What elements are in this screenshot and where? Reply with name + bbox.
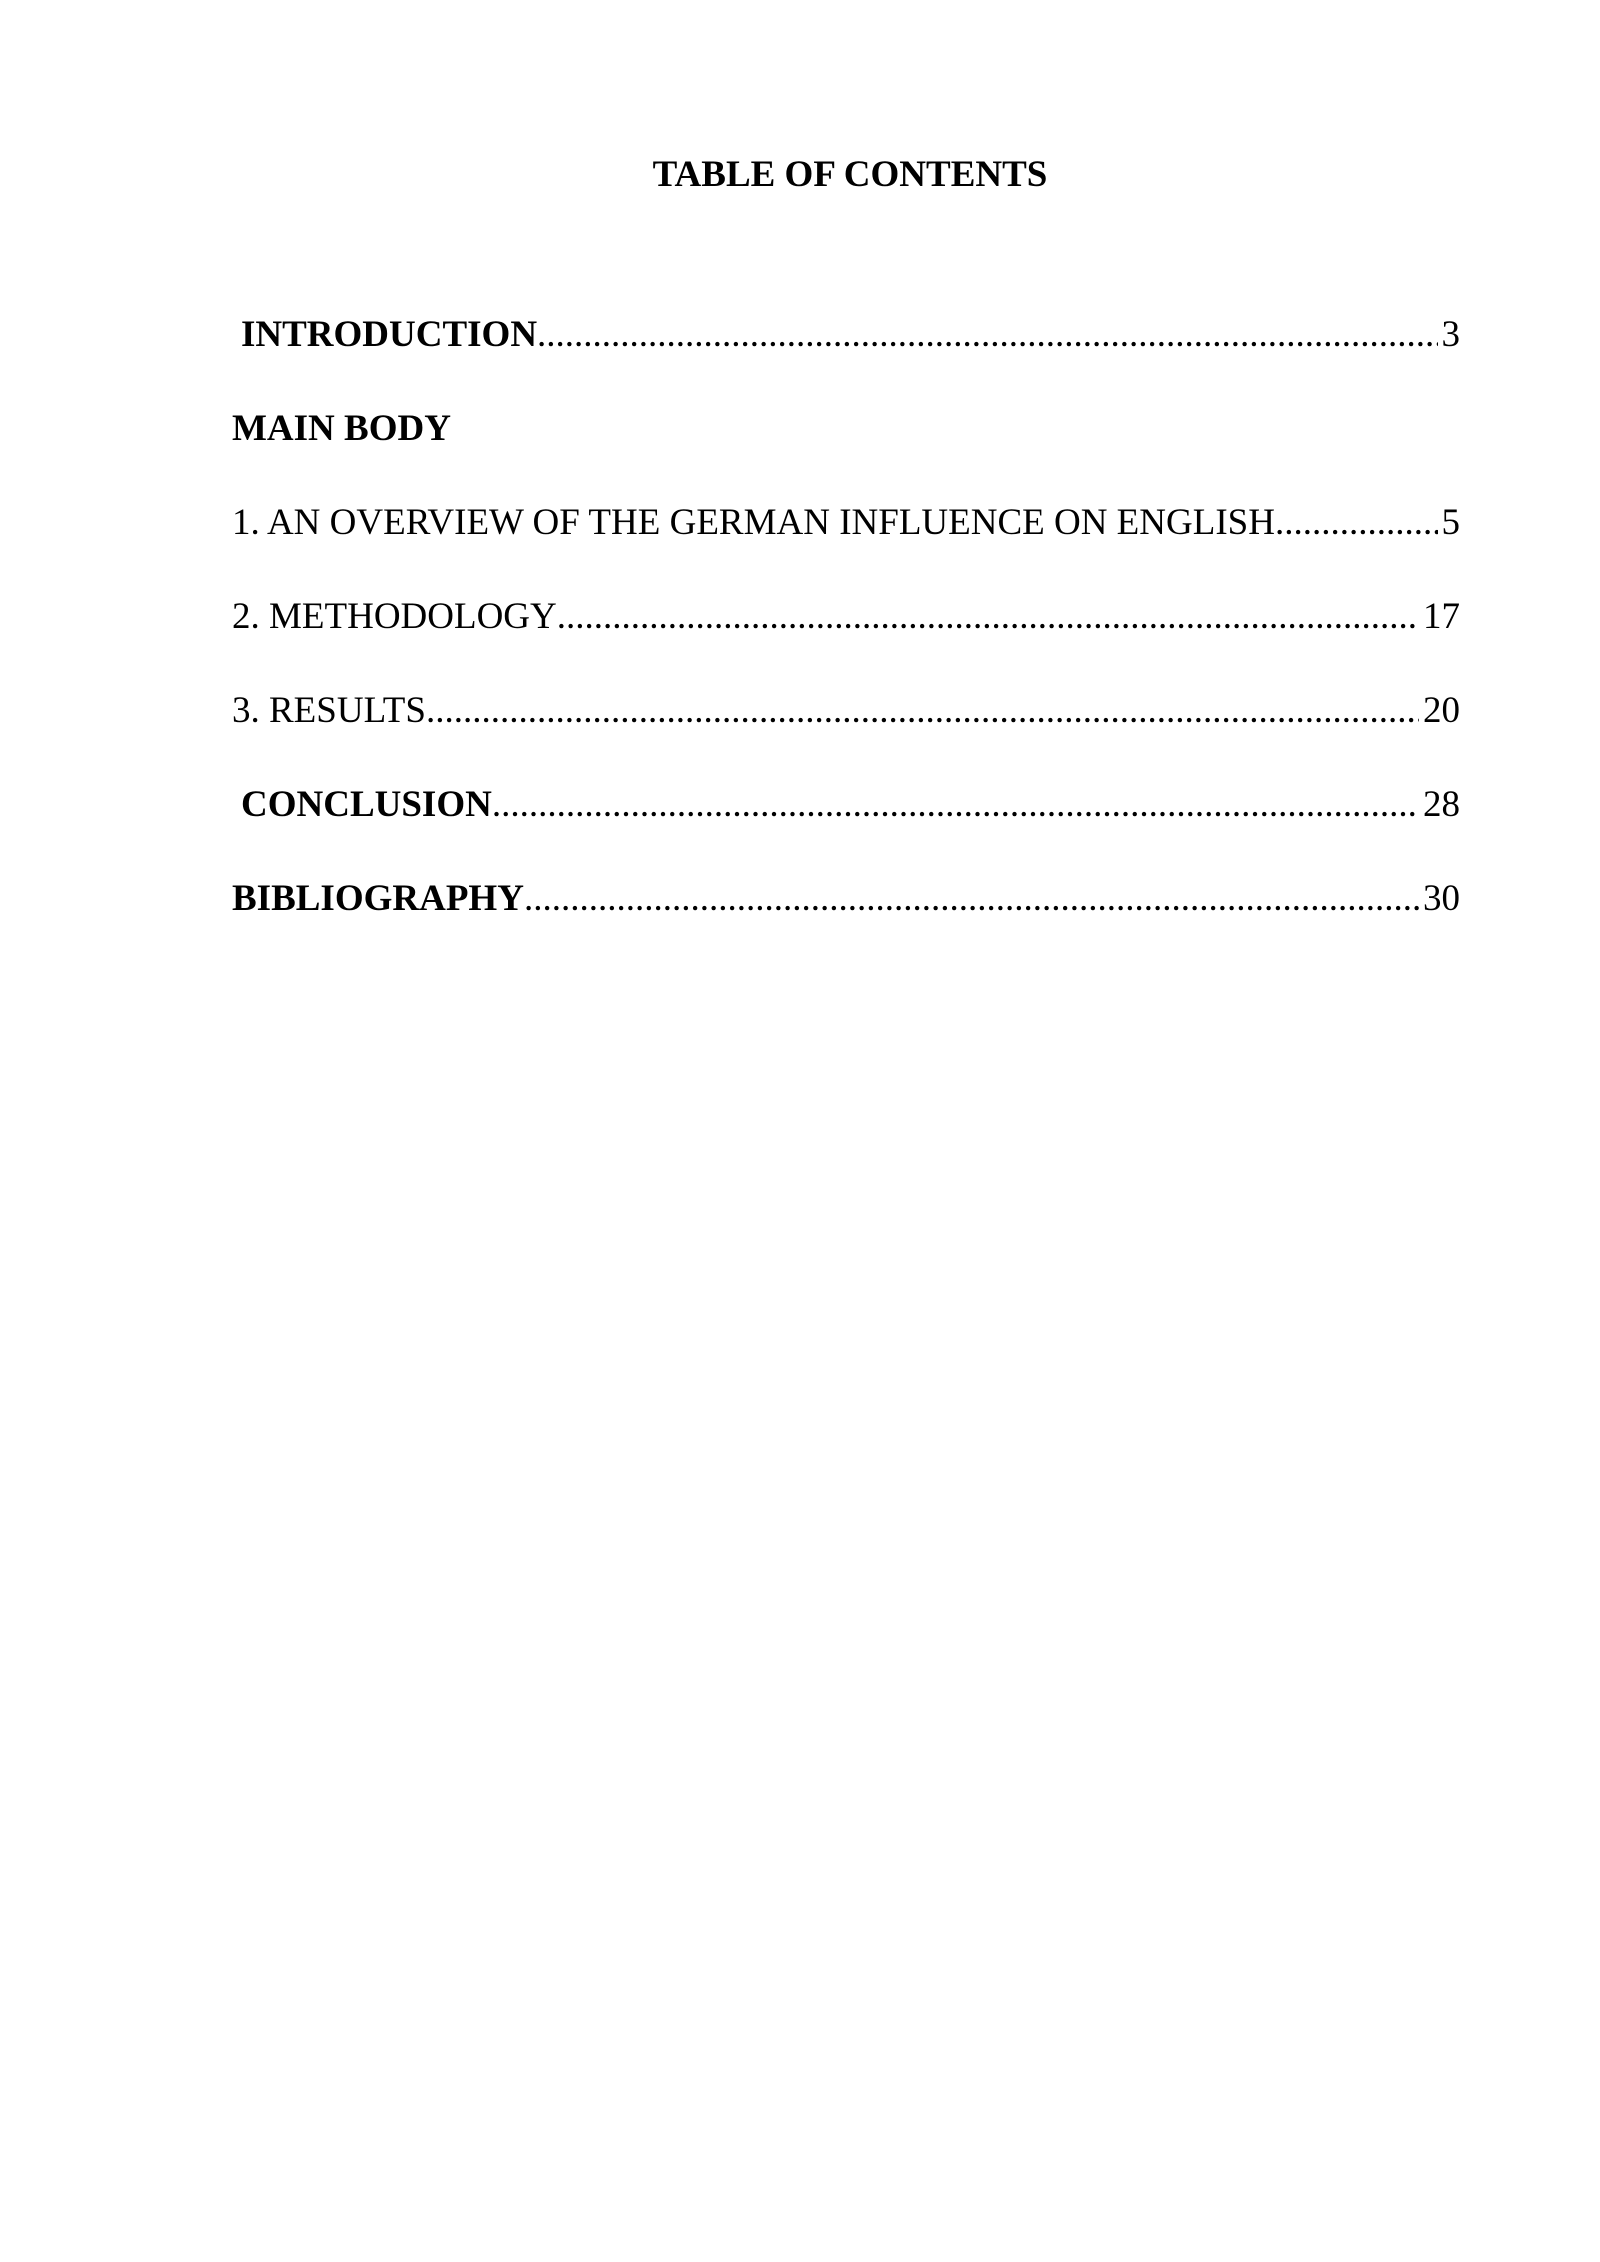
table-of-contents [232, 310, 1460, 968]
toc-dot-leader [426, 686, 1419, 736]
toc-dot-leader [537, 310, 1437, 360]
toc-page-number: 5 [1441, 502, 1460, 543]
toc-entry-conclusion[interactable] [232, 780, 1460, 874]
toc-entry-introduction[interactable] [232, 310, 1460, 404]
toc-entry-label: BIBLIOGRAPHY [232, 878, 524, 919]
toc-dot-leader [524, 874, 1419, 924]
toc-entry-overview[interactable] [232, 498, 1460, 592]
toc-entry-label: CONCLUSION [241, 784, 492, 825]
toc-page-number: 17 [1423, 596, 1460, 637]
toc-entry-main-body [232, 404, 1460, 498]
toc-page-number: 28 [1423, 784, 1460, 825]
toc-page-number: 30 [1423, 878, 1460, 919]
toc-dot-leader [492, 780, 1419, 830]
toc-dot-leader [557, 592, 1419, 642]
toc-entry-label: 1. AN OVERVIEW OF THE GERMAN INFLUENCE ON ENGLISH [232, 502, 1275, 543]
toc-entry-bibliography[interactable] [232, 874, 1460, 968]
toc-entry-results[interactable] [232, 686, 1460, 780]
page-title: TABLE OF CONTENTS [652, 154, 1048, 195]
toc-dot-leader [1275, 498, 1438, 548]
toc-page-number: 20 [1423, 690, 1460, 731]
toc-entry-label: 2. METHODOLOGY [232, 596, 557, 637]
toc-entry-label: 3. RESULTS [232, 690, 426, 731]
toc-page-number: 3 [1441, 314, 1460, 355]
toc-entry-methodology[interactable] [232, 592, 1460, 686]
toc-entry-label: INTRODUCTION [241, 314, 538, 355]
toc-section-heading: MAIN BODY [232, 408, 451, 449]
